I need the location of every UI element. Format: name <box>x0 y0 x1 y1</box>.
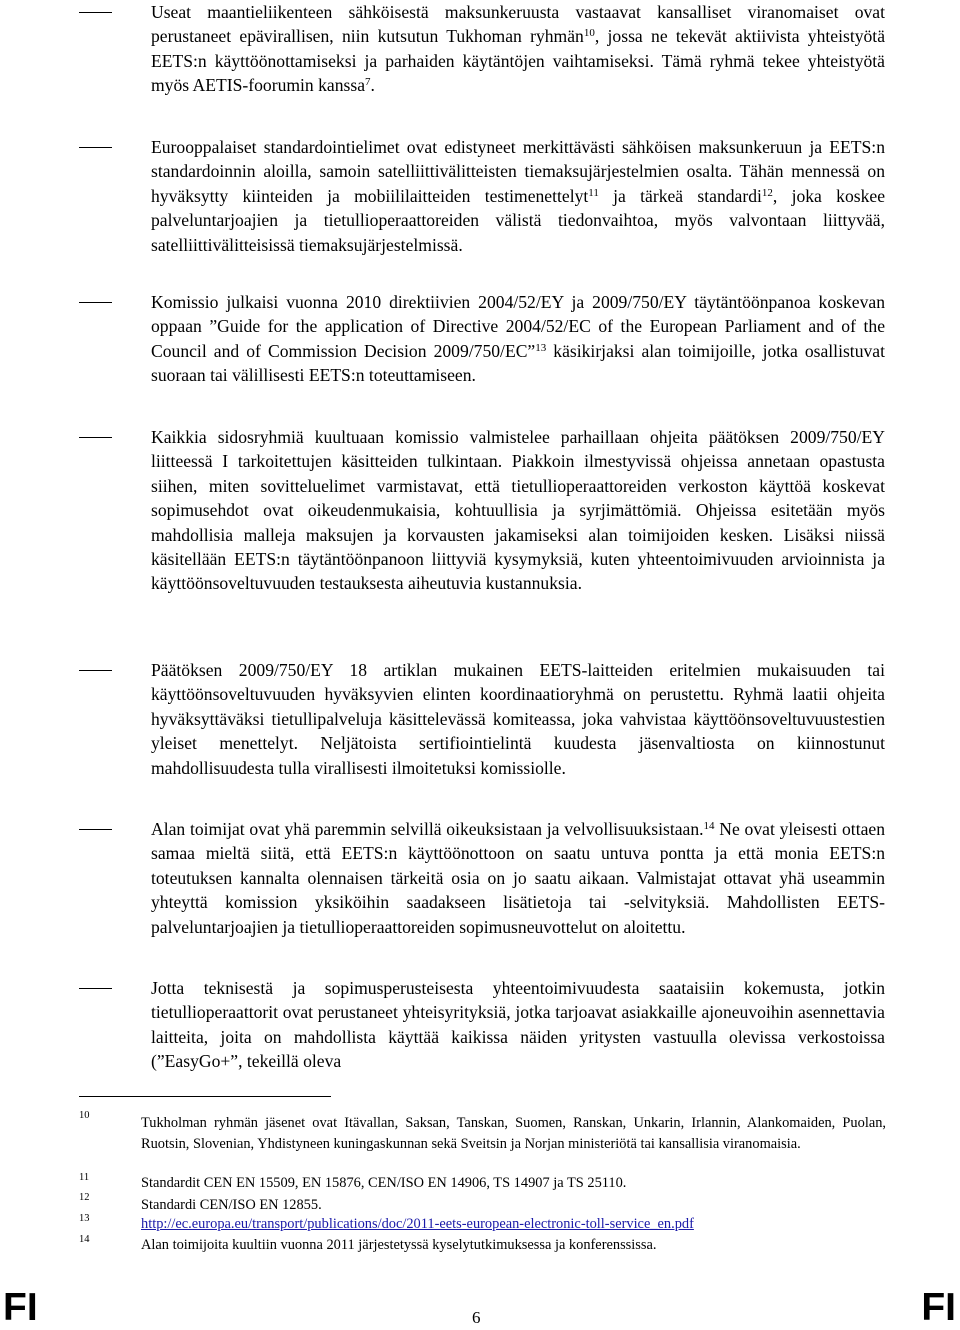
paragraph-text: Päätöksen 2009/750/EY 18 artiklan mukainen EETS-laitteiden eritelmien mukaisuuden tai käyttöönsoveltuvuuden hyväksyvien elinten koordinaatioryhmä on perustettu. Ryhmä laatii ohjeita hyväksyttäväksi tietullipalveluja käsittelevässä komiteassa, joka vahvistaa käyttöönsoveltuvuustestien yleiset menettelyt. Neljätoista sertifiointielintä kuudesta jäsenvaltiosta on kiinnostunut mahdollisuudesta tulla virallisesti ilmoitetuksi komissiolle. <box>151 660 885 778</box>
footnote-text: Standardit CEN EN 15509, EN 15876, CEN/ISO EN 14906, TS 14907 ja TS 25110. <box>141 1175 627 1191</box>
paragraph-text: Ne ovat yleisesti ottaen samaa mieltä siitä, että EETS:n käyttöönottoon on saatu untuva pontta ja että monia EETS:n toteutuksen kannalta olennaisen tärkeitä osia on jo saatu aikaan. Valmistajat ottavat yhä useammin yhteyttä komission yksiköihin saadakseen lisätietoja tai -selvityksiä. Mahdollisten EETS-palveluntarjoajien ja tietullioperaattoreiden sopimusneuvottelut on aloitettu. <box>151 819 885 937</box>
footnote-separator <box>79 1096 331 1097</box>
paragraph <box>151 425 885 596</box>
dash-bullet-icon <box>79 302 112 303</box>
footnote-text: Alan toimijoita kuultiin vuonna 2011 järjestetyssä kyselytutkimuksessa ja konferenssissa. <box>141 1237 657 1253</box>
footnote-text: Tukholman ryhmän jäsenet ovat Itävallan, Saksan, Tanskan, Suomen, Ranskan, Unkarin, Irlannin, Alankomaiden, Puolan, Ruotsin, Slovenian, Yhdistyneen kuningaskunnan sekä Sveitsin ja Norjan ministeriötä tai kansallisia viranomaisia. <box>141 1115 886 1152</box>
footer-language-right: FI <box>921 1286 956 1329</box>
dash-bullet-icon <box>79 12 112 13</box>
paragraph-text: . <box>370 75 375 96</box>
footnote-link[interactable]: http://ec.europa.eu/transport/publications/doc/2011-eets-european-electronic-toll-service_en.pdf <box>141 1216 694 1232</box>
paragraph <box>151 290 885 388</box>
footnote-number: 10 <box>79 1110 90 1121</box>
paragraph-text: käsikirjaksi alan toimijoille, jotka osallistuvat suoraan tai välillisesti EETS:n toteuttamiseen. <box>151 340 885 386</box>
dash-bullet-icon <box>79 670 112 671</box>
footnote-text: Standardi CEN/ISO EN 12855. <box>141 1197 322 1213</box>
footnote-reference: 14 <box>703 820 715 832</box>
footer-language-left: FI <box>3 1286 38 1329</box>
paragraph-text: Useat maantieliikenteen sähköisestä maksunkeruusta vastaavat kansalliset viranomaiset ovat perustaneet epävirallisen, niin kutsutun Tukhoman ryhmän <box>151 2 885 47</box>
paragraph <box>151 135 885 257</box>
paragraph <box>151 817 885 939</box>
paragraph-text: Kaikkia sidosryhmiä kuultuaan komissio valmistelee parhaillaan ohjeita päätöksen 2009/750/EY liitteessä I tarkoitettujen käsitteiden tulkintaan. Piakkoin ilmestyvissä ohjeissa annetaan opastusta siihen, miten sovitteluelimet varmistavat, että tietullioperaattoreiden verkoston käyttöä koskevat sopimusehdot ovat oikeudenmukaisia, kohtuullisia ja syrjimättömiä. Ohjeissa esitetään myös mahdollisia malleja maksujen ja korvausten jakamiseksi alan toimijoiden kesken. Lisäksi niissä käsitellään EETS:n täytäntöönpanoon liittyviä kysymyksiä, kuten yhteentoimivuuden arvioinnista ja käyttöönsoveltuvuuden testauksesta aiheutuvia kustannuksia. <box>151 427 885 594</box>
paragraph-text: Alan toimijat ovat yhä paremmin selvillä oikeuksistaan ja velvollisuuksistaan. <box>151 819 704 839</box>
paragraph-text: , jossa ne tekevät aktiivista yhteistyötä EETS:n käyttöönottamiseksi ja parhaiden käytäntöjen vaihtamiseksi. Tämä ryhmä tekee yhteistyötä myös AETIS-foorumin kanssa <box>151 26 885 96</box>
footnote-reference: 10 <box>583 27 595 40</box>
paragraph <box>151 0 885 98</box>
paragraph-text: ja tärkeä standardi <box>598 185 762 206</box>
dash-bullet-icon <box>79 829 112 830</box>
footnote-reference: 12 <box>761 186 773 199</box>
footnote-reference: 7 <box>365 76 371 89</box>
dash-bullet-icon <box>79 988 112 989</box>
footnote-number: 11 <box>79 1172 90 1183</box>
paragraph-text: Jotta teknisestä ja sopimusperusteisesta yhteentoimivuudesta saataisiin kokemusta, jotkin tietullioperaattorit ovat perustaneet yhteisyrityksiä, jotka tarjoavat asiakkaille ajoneuvoihin asennettavia laitteita, joita on mahdollista käyttää kaikissa näiden yritysten vastuulla olevissa verkostoissa (”EasyGo+”, tekeillä oleva <box>151 978 885 1072</box>
footnote-number: 14 <box>79 1234 90 1245</box>
footnote-reference: 11 <box>588 186 599 199</box>
footnote-text <box>141 1214 886 1235</box>
page-number: 6 <box>472 1308 481 1327</box>
footnote-number: 13 <box>79 1213 90 1224</box>
footnote-reference: 13 <box>535 341 547 354</box>
footnote-number: 12 <box>79 1192 90 1203</box>
paragraph-text: Eurooppalaiset standardointielimet ovat edistyneet merkittävästi sähköisen maksunkeruun ja EETS:n standardoinnin aloilla, samoin satelliittivälitteisten tiemaksujärjestelmien osalta. Tähän mennessä on hyväksytty kiinteiden ja mobiililaitteiden testimenettelyt <box>151 137 885 206</box>
paragraph <box>151 976 885 1074</box>
paragraph <box>151 658 885 780</box>
dash-bullet-icon <box>79 147 112 148</box>
dash-bullet-icon <box>79 437 112 438</box>
paragraph-text: , joka koskee palveluntarjoajien ja tietullioperaattoreiden välistä tiedonvaihtoa, myös valvontaan liittyvää, satelliittivälitteisissä tiemaksujärjestelmissä. <box>151 185 886 255</box>
paragraph-text: Komissio julkaisi vuonna 2010 direktiivien 2004/52/EY ja 2009/750/EY täytäntöönpanoa koskevan oppaan ”Guide for the application of Directive 2004/52/EC of the European Parliament and of the Council and of Commission Decision 2009/750/EC” <box>151 292 885 361</box>
